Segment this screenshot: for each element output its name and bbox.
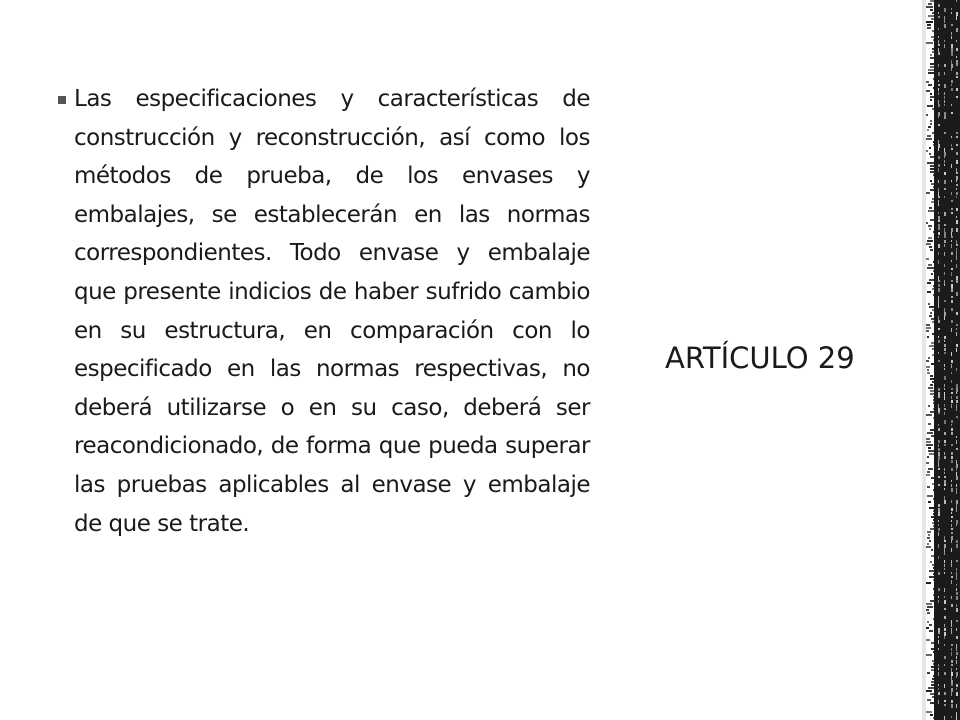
body-paragraph-block (58, 80, 590, 543)
slide-title: ARTÍCULO 29 (665, 341, 855, 375)
decorative-edge-border (922, 0, 960, 720)
grunge-edge-icon (922, 0, 960, 720)
body-text: Las especificaciones y características de construcción y reconstrucción, así como los métodos de prueba, de los envases y embalajes, se establecerán en las normas correspondientes. Todo envase y embalaje que presente indicios de haber sufrido cambio en su estructura, en comparación con lo especificado en las normas respectivas, no deberá utilizarse o en su caso, deberá ser reacondicionado, de forma que pueda superar las pruebas aplicables al envase y embalaje de que se trate. (74, 86, 590, 537)
square-bullet-icon (58, 96, 66, 104)
